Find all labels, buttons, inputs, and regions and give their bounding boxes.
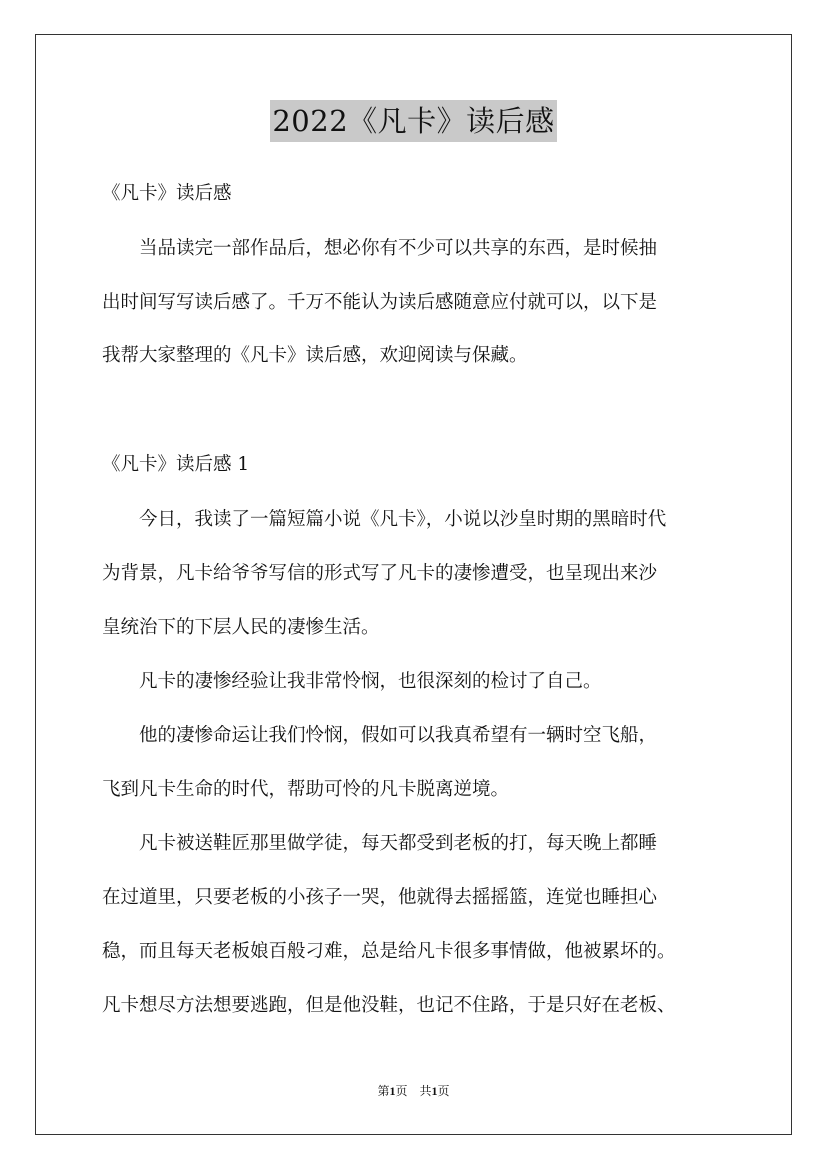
intro-heading: 《凡卡》读后感 — [102, 183, 232, 204]
body-line: 凡卡的凄惨经验让我非常怜悯，也很深刻的检讨了自己。 — [102, 671, 602, 692]
document-title: 2022《凡卡》读后感 — [270, 100, 556, 142]
page-footer — [0, 1083, 827, 1099]
footer-mid: 页 共 — [395, 1084, 432, 1098]
title-container — [0, 100, 827, 142]
intro-line: 我帮大家整理的《凡卡》读后感，欢迎阅读与保藏。 — [102, 345, 528, 366]
body-line: 凡卡被送鞋匠那里做学徒，每天都受到老板的打，每天晚上都睡 — [102, 833, 658, 854]
body-line: 今日，我读了一篇短篇小说《凡卡》，小说以沙皇时期的黑暗时代 — [102, 509, 667, 530]
body-line: 他的凄惨命运让我们怜悯，假如可以我真希望有一辆时空飞船， — [102, 725, 658, 746]
body-line: 为背景，凡卡给爷爷写信的形式写了凡卡的凄惨遭受，也呈现出来沙 — [102, 563, 658, 584]
body-line: 皇统治下的下层人民的凄惨生活。 — [102, 617, 380, 638]
section-heading: 《凡卡》读后感 1 — [102, 454, 250, 475]
footer-prefix: 第 — [377, 1084, 390, 1098]
footer-total-pages: 1 — [431, 1084, 438, 1098]
footer-current-page: 1 — [389, 1084, 396, 1098]
body-line: 凡卡想尽方法想要逃跑，但是他没鞋，也记不住路，于是只好在老板、 — [102, 995, 676, 1016]
body-line: 稳，而且每天老板娘百般刁难，总是给凡卡很多事情做，他被累坏的。 — [102, 941, 676, 962]
intro-line: 出时间写写读后感了。千万不能认为读后感随意应付就可以，以下是 — [102, 292, 658, 313]
body-line: 在过道里，只要老板的小孩子一哭，他就得去摇摇篮，连觉也睡担心 — [102, 887, 658, 908]
body-line: 飞到凡卡生命的时代，帮助可怜的凡卡脱离逆境。 — [102, 779, 510, 800]
intro-line: 当品读完一部作品后，想必你有不少可以共享的东西，是时候抽 — [102, 238, 658, 259]
footer-suffix: 页 — [437, 1084, 450, 1098]
